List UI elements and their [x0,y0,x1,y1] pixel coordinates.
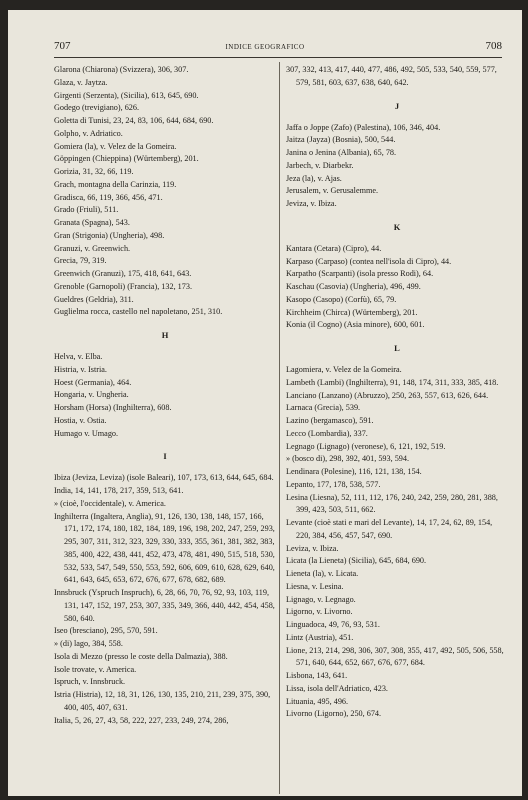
index-entry: Lanciano (Lanzano) (Abruzzo), 250, 263, 557, 613, 626, 644. [286,390,489,400]
index-entry: Lignago, v. Legnago. [286,594,356,604]
index-entry: Lissa, isola dell'Adriatico, 423. [286,683,388,693]
book-page [8,10,522,796]
section-letter: L [394,343,400,353]
index-entry: Italia, 5, 26, 27, 43, 58, 222, 227, 233, 249, 274, 286, [54,715,229,725]
index-entry: Jaffa o Joppe (Zafo) (Palestina), 106, 346, 404. [286,122,441,132]
page-number-left: 707 [54,40,71,52]
index-entry: Lieneta (la), v. Licata. [286,569,359,578]
index-entry: Ligorno, v. Livorno. [286,607,353,617]
running-title: INDICE GEOGRAFICO [225,43,305,51]
index-entry: Göppingen (Chieppina) (Würtemberg), 201. [54,154,199,164]
header-rule [54,57,502,58]
section-gap [286,112,508,122]
index-entry: Lazino (bergamasco), 591. [286,416,374,425]
page-header [8,40,522,56]
index-entry: Kirchheim (Chirca) (Würtemberg), 201. [286,307,418,317]
index-entry: India, 14, 141, 178, 217, 359, 513, 641. [54,486,184,495]
index-entry: Linguadoca, 49, 76, 93, 531. [286,620,380,629]
index-entry: Kantara (Cetara) (Cipro), 44. [286,243,382,253]
index-entry: » (di) lago, 384, 558. [54,639,123,648]
index-entry: Leviza, v. Ibiza. [286,543,339,553]
index-entry: Gueldres (Geldria), 311. [54,294,134,304]
index-entry: Legnago (Lignago) (veronese), 6, 121, 192, 519. [286,441,446,451]
index-entry: Innsbruck (Yspruch Inspruch), 6, 28, 66, 70, 76, 92, 93, 103, 119, 131, 147, 152, 197, 253, 307, 335, 349, 366, 440, 442, 454, 458, 580, 640. [54,588,275,623]
section-gap [54,462,276,472]
index-entry: Lendinara (Polesine), 116, 121, 138, 154. [286,467,422,476]
index-entry: Ispruch, v. Innsbruck. [54,677,126,687]
index-entry: Janina o Jenina (Albania), 65, 78. [286,148,397,157]
index-entry: Ibiza (Jeviza, Leviza) (isole Baleari), 107, 173, 613, 644, 645, 684. [54,473,274,483]
index-entry: Hostia, v. Ostia. [54,415,107,425]
index-entry: 307, 332, 413, 417, 440, 477, 486, 492, 505, 533, 540, 559, 577, 579, 581, 603, 637, 638, 640, 642. [286,65,497,87]
index-entry: Iseo (bresciano), 295, 570, 591. [54,626,158,636]
index-entry: Lecco (Lombardia), 337. [286,428,368,438]
index-entry: Kaschau (Casovia) (Ungheria), 496, 499. [286,282,421,291]
index-entry: Isola di Mezzo (presso le coste della Dalmazia), 388. [54,651,228,661]
index-entry: Licata (la Lieneta) (Sicilia), 645, 684, 690. [286,556,427,566]
index-entry: Istria (Histria), 12, 18, 31, 126, 130, 135, 210, 211, 239, 375, 390, 400, 405, 407, 631. [54,690,271,712]
section-gap [286,211,508,221]
index-entry: Lione, 213, 214, 298, 306, 307, 308, 355, 417, 492, 505, 506, 558, 571, 640, 644, 652, 667, 676, 677, 684. [286,645,504,668]
index-entry: Inghilterra (Ingaltera, Anglia), 91, 126, 130, 138, 148, 157, 166, 171, 172, 174, 180, 182, 184, 189, 196, 198, 202, 247, 259, 293, 295, 307, 311, 312, 323, 329, 330, 333, 355, 361, 381, 382, 383, 385, 400, 422, 438, 441, 452, 473, 478, 481, 490, 515, 518, 530, 532, 533, 547, 549, 550, 553, 592, 606, 609, 610, 628, 629, 640, 641, 643, 645, 653, 672, 676, 677, 678, 682, 689. [54,511,275,585]
section-gap [54,319,276,329]
index-entry: Konia (il Cogno) (Asia minore), 600, 601. [286,320,425,330]
index-entry: Grenoble (Garnopoli) (Francia), 132, 173. [54,281,193,291]
index-entry: Golpho, v. Adriatico. [54,128,123,138]
right-column [286,64,508,721]
index-entry: Hongaria, v. Ungheria. [54,390,129,400]
index-entry: Granuzi, v. Greenwich. [54,243,131,253]
section-gap [286,354,508,364]
index-entry: Helva, v. Elba. [54,352,103,361]
section-gap [54,440,276,450]
index-entry: Levante (cioè stati e mari del Levante), 14, 17, 24, 62, 89, 154, 220, 384, 456, 457, 547, 690. [286,518,493,540]
index-entry: Glarona (Chiarona) (Svizzera), 306, 307. [54,65,189,74]
index-entry: Grado (Friuli), 511. [54,205,119,215]
index-entry: Karpaso (Carpaso) (contea nell'isola di Cipro), 44. [286,256,452,266]
index-entry: Granata (Spagna), 543. [54,218,130,227]
index-entry: Greenwich (Granuzi), 175, 418, 641, 643. [54,269,192,278]
index-entry: Lambeth (Lambi) (Inghilterra), 91, 148, 174, 311, 333, 385, 418. [286,377,499,387]
section-gap [54,341,276,351]
section-letter: J [394,100,400,111]
index-entry: Humago v. Umago. [54,428,119,438]
index-entry: Gomiera (la), v. Velez de la Gomeira. [54,141,177,151]
left-column [54,64,276,727]
index-entry: Histria, v. Istria. [54,364,107,374]
index-entry: Horsham (Horsa) (Inghilterra), 608. [54,403,172,412]
index-entry: Jeviza, v. Ibiza. [286,199,337,208]
section-letter: H [161,330,169,340]
section-letter: K [393,221,401,232]
index-entry: » (cioè, l'occidentale), v. America. [54,498,166,508]
index-entry: Jeza (la), v. Ajas. [286,173,342,183]
index-entry: Larnaca (Grecia), 539. [286,403,361,413]
index-entry: Grach, montagna della Carinzia, 119. [54,179,177,189]
index-entry: Kasopo (Casopo) (Corfù), 65, 79. [286,294,397,304]
index-entry: Isole trovate, v. America. [54,664,137,674]
index-entry: Lepanto, 177, 178, 538, 577. [286,479,381,489]
index-entry: Girgenti (Serzenta), (Sicilia), 613, 645, 690. [54,90,199,100]
index-entry: Godego (trevigiano), 626. [54,103,140,113]
index-entry: Jerusalem, v. Gerusalemme. [286,186,379,196]
index-entry: Livorno (Ligorno), 250, 674. [286,709,382,719]
index-entry: Karpatho (Scarpanti) (isola presso Rodi), 64. [286,269,434,279]
index-entry: Lintz (Austria), 451. [286,632,354,642]
index-entry: Lituania, 495, 496. [286,696,349,706]
index-entry: Lesina (Liesna), 52, 111, 112, 176, 240, 242, 259, 280, 281, 388, 399, 423, 503, 511, 662. [286,492,498,515]
index-entry: Hoest (Germania), 464. [54,377,132,387]
index-entry: Gradisca, 66, 119, 366, 456, 471. [54,192,163,202]
section-letter: I [163,451,167,462]
page-number-right: 708 [485,40,502,52]
index-entry: Jarbech, v. Diarbekr. [286,160,354,170]
index-entry: Gran (Strigonia) (Ungheria), 498. [54,230,165,240]
column-divider [279,62,280,794]
index-entry: » (bosco di), 298, 392, 401, 593, 594. [286,454,410,464]
index-entry: Lagomiera, v. Velez de la Gomeira. [286,365,402,374]
section-gap [286,332,508,342]
index-entry: Glaza, v. Jaytza. [54,77,108,87]
index-entry: Grecia, 79, 319. [54,256,107,266]
index-entry: Goletta di Tunisi, 23, 24, 83, 106, 644, 684, 690. [54,116,214,125]
index-entry: Jaitza (Jayza) (Bosnia), 500, 544. [286,135,396,145]
section-gap [286,233,508,243]
index-entry: Liesna, v. Lesina. [286,581,344,591]
index-entry: Gorizia, 31, 32, 66, 119. [54,167,134,176]
index-entry: Lisbona, 143, 641. [286,671,348,680]
section-gap [286,90,508,100]
index-entry: Guglielma rocca, castello nel napoletano, 251, 310. [54,307,223,317]
